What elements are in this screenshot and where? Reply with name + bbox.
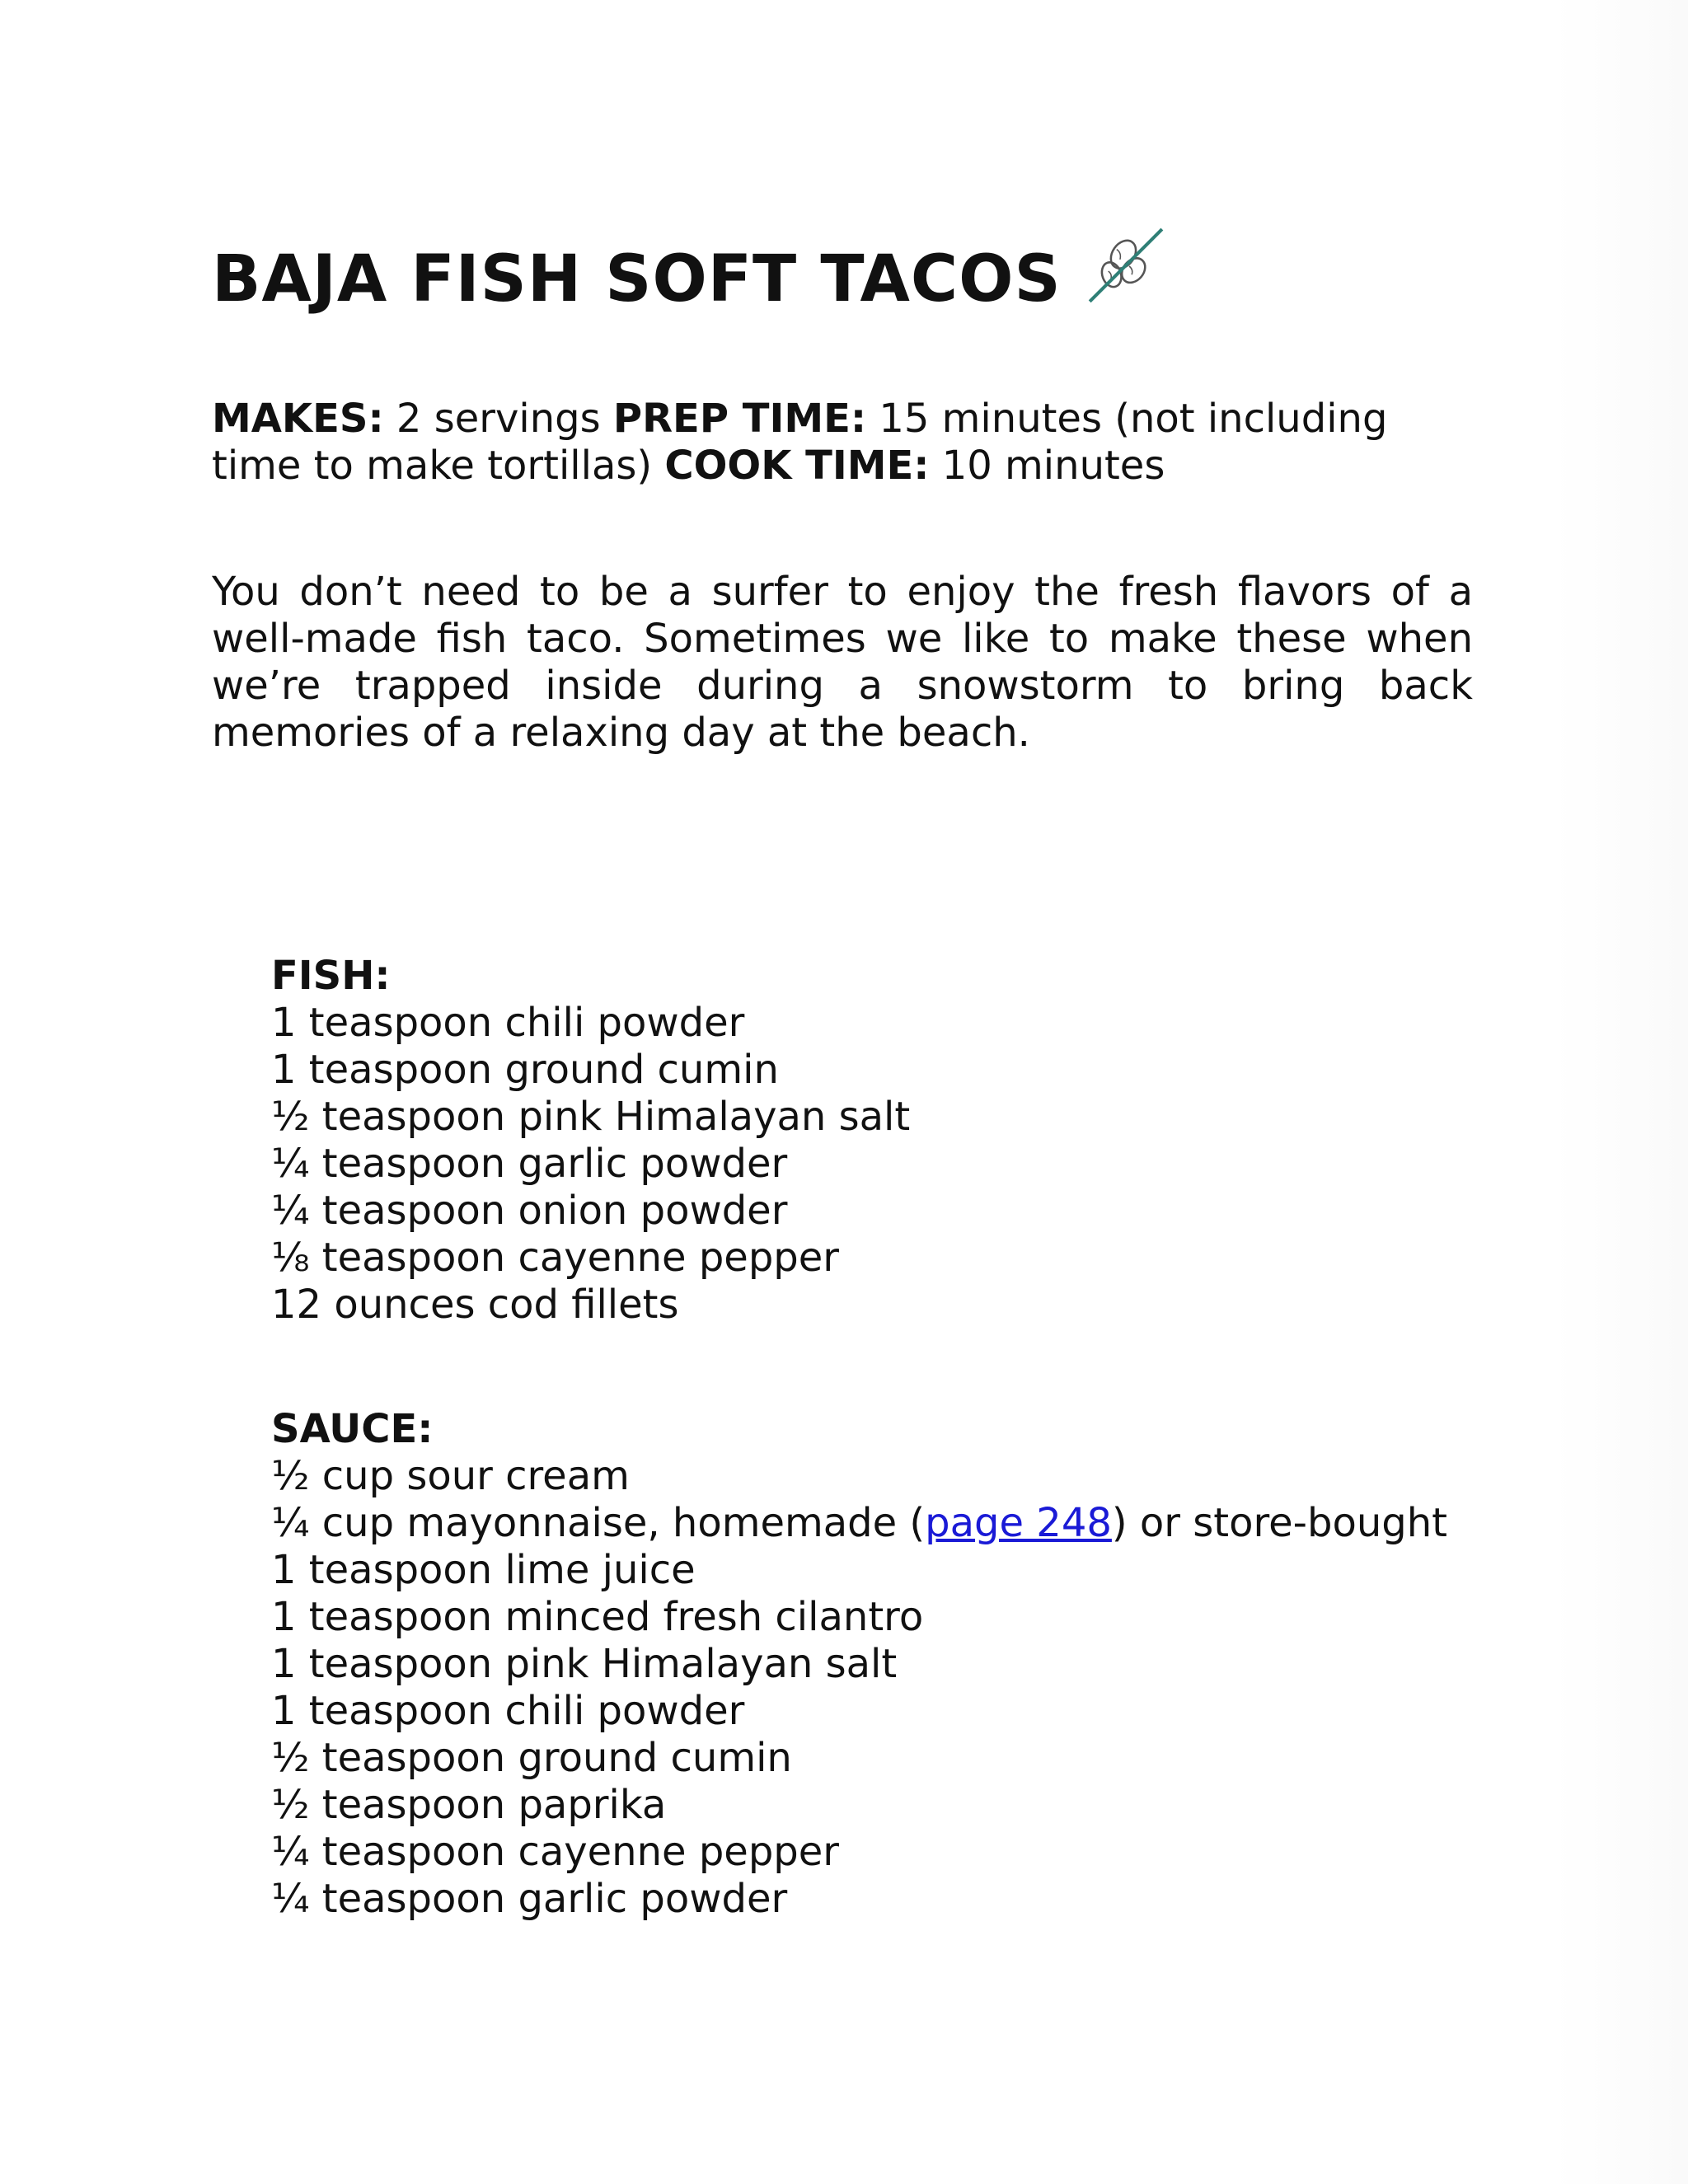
list-item [271,1500,1507,1547]
list-item: ⅛ teaspoon cayenne pepper [271,1235,840,1281]
list-item: 1 teaspoon ground cumin [271,1047,779,1093]
list-item: 1 teaspoon chili powder [271,1000,745,1046]
makes-value: 2 servings [383,396,613,442]
list-item: ½ teaspoon paprika [271,1782,667,1828]
sauce-heading: SAUCE: [271,1406,434,1452]
prep-time-value: 15 minutes (not including time to make tortillas) [212,396,1388,489]
page-248-link[interactable]: page 248 [925,1500,1112,1546]
list-item: 1 teaspoon pink Himalayan salt [271,1641,898,1687]
prep-time-label: PREP TIME: [612,396,867,442]
list-item: ¼ teaspoon onion powder [271,1188,788,1234]
recipe-title: BAJA FISH SOFT TACOS [212,242,1062,316]
fish-ingredient-list [271,1000,1507,1329]
makes-label: MAKES: [212,396,384,442]
sauce-ingredients [271,1406,1507,1923]
list-item: ¼ teaspoon garlic powder [271,1876,788,1922]
crossed-out-peanut-icon [1083,223,1167,309]
list-item: ½ teaspoon ground cumin [271,1735,792,1781]
title-row [212,242,1167,316]
list-item: 1 teaspoon minced fresh cilantro [271,1594,924,1640]
fish-heading: FISH: [271,953,391,999]
store-bought-text: ) or store-bought [1111,1500,1447,1546]
list-item: ¼ teaspoon cayenne pepper [271,1829,840,1875]
cook-time-value: 10 minutes [929,443,1165,489]
list-item: 1 teaspoon chili powder [271,1688,745,1734]
list-item: 12 ounces cod fillets [271,1282,679,1328]
list-item: ½ teaspoon pink Himalayan salt [271,1094,911,1140]
recipe-intro: You don’t need to be a surfer to enjoy the fresh flavors of a well-made fish taco. Sometimes we like to make these when we’re trapped inside during a snowstorm to bring back memories of a relaxing day at the beach. [212,569,1473,756]
mayonnaise-text: ¼ cup mayonnaise, homemade ( [271,1500,926,1546]
list-item: ¼ teaspoon garlic powder [271,1141,788,1187]
list-item: 1 teaspoon lime juice [271,1547,696,1593]
recipe-meta [212,396,1473,490]
sauce-ingredient-list [271,1453,1507,1923]
cook-time-label: COOK TIME: [664,443,930,489]
fish-ingredients [271,953,1507,1329]
list-item: ½ cup sour cream [271,1453,630,1499]
